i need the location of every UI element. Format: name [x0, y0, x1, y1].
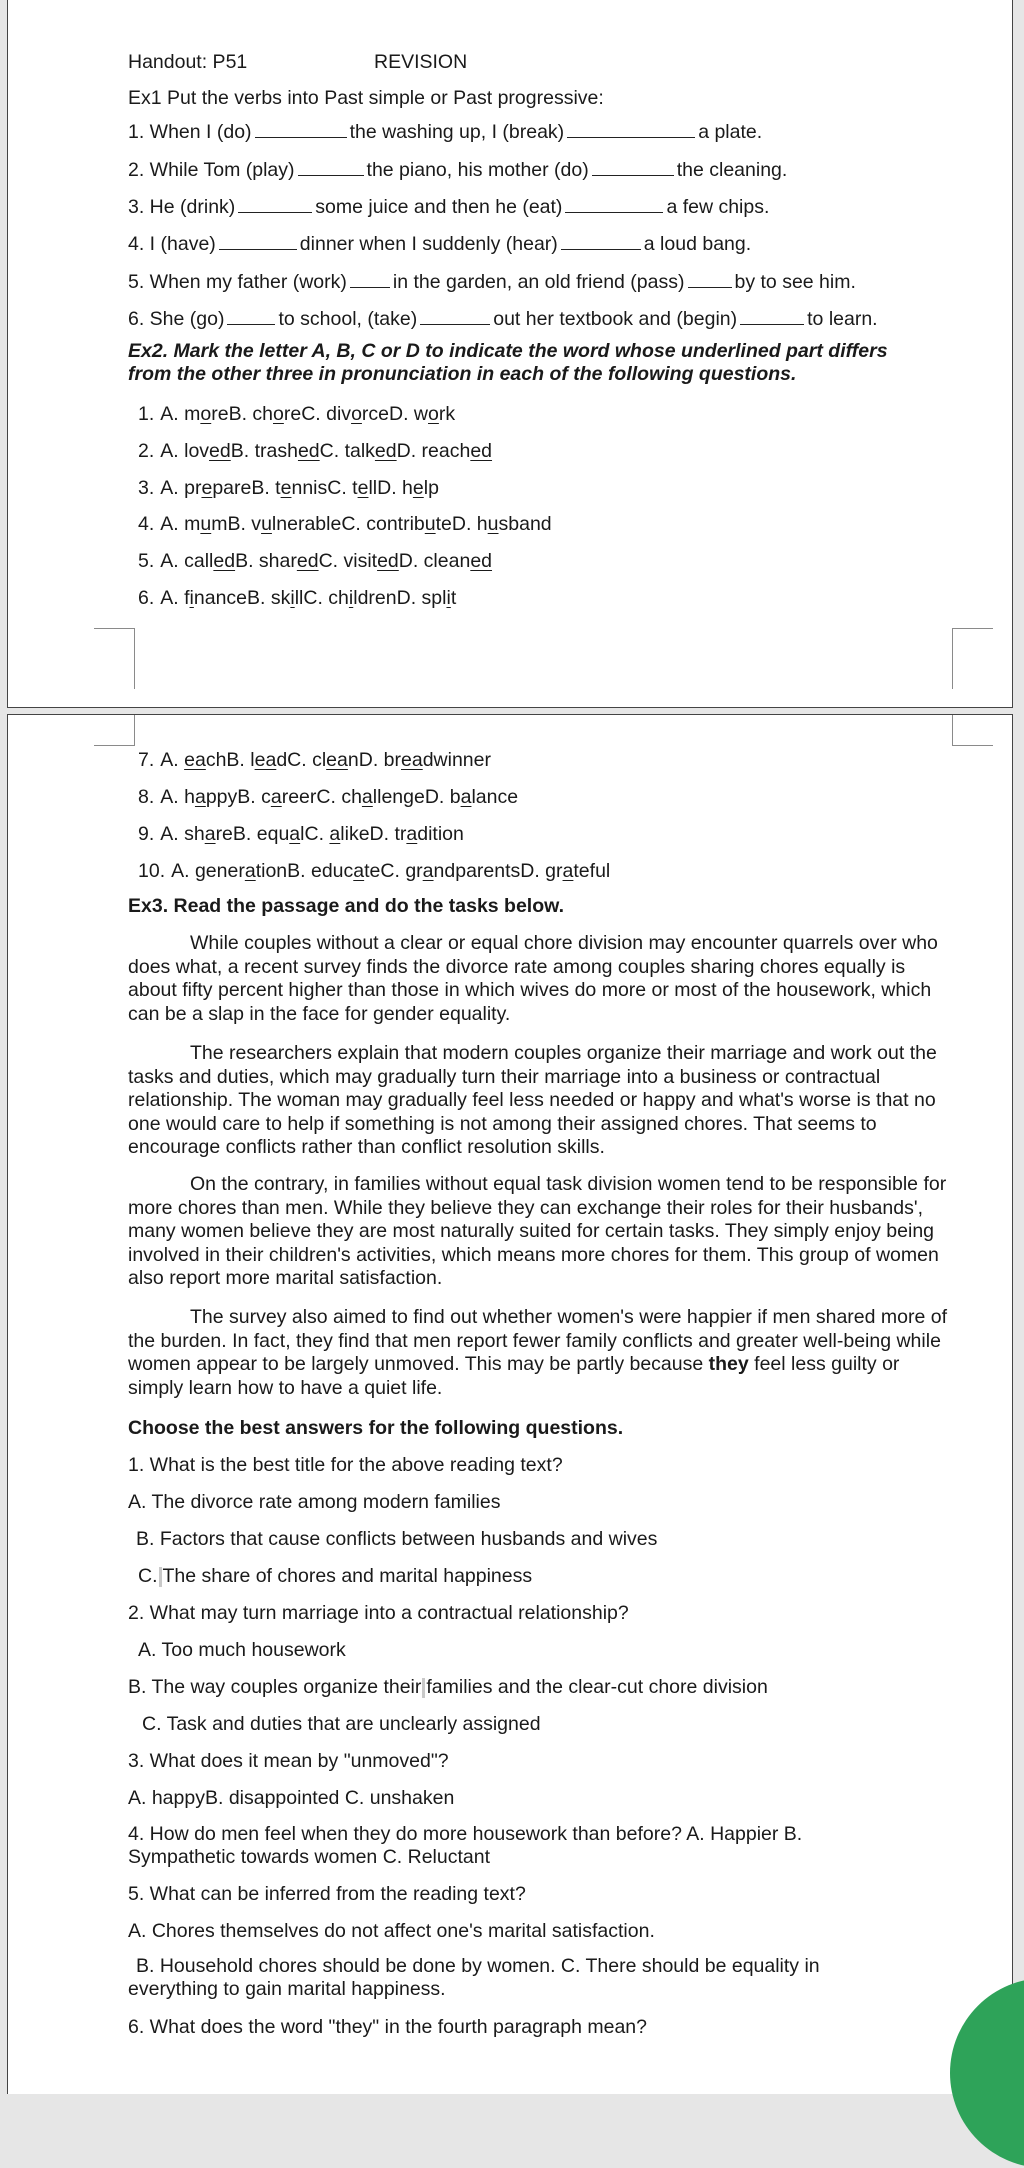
- answer-blank[interactable]: [227, 308, 275, 325]
- underlined-part: u: [424, 513, 436, 535]
- answer-blank[interactable]: [420, 308, 490, 325]
- underlined-part: o: [273, 403, 284, 425]
- underlined-part: ed: [209, 440, 231, 462]
- underlined-part: ea: [184, 749, 206, 771]
- ex2-option-c[interactable]: C. challenge: [316, 786, 425, 808]
- ex2-question-5: 5. A. calledB. sharedC. visitedD. cleaned: [138, 550, 493, 572]
- underlined-part: a: [460, 786, 472, 808]
- ex1-item-5: 5. When my father (work) in the garden, an old friend (pass) by to see him.: [128, 271, 856, 293]
- options-5bc[interactable]: B. Household chores should be done by women. C. There should be equality in everything to gain marital happiness.: [128, 1955, 820, 2000]
- ex2-option-c[interactable]: C. visited: [318, 550, 399, 572]
- ex2-question-10: 10. A. generationB. educateC. grandparentsD. grateful: [138, 860, 611, 882]
- underlined-part: u: [487, 513, 499, 535]
- page-title: REVISION: [374, 51, 468, 73]
- underlined-part: u: [200, 513, 212, 535]
- ex2-option-b[interactable]: B. career: [237, 786, 317, 808]
- question-6: 6. What does the word "they" in the fourth paragraph mean?: [128, 2016, 647, 2038]
- questions-title: Choose the best answers for the following questions.: [128, 1417, 624, 1439]
- underlined-part: a: [361, 786, 373, 808]
- underlined-part: a: [422, 860, 434, 882]
- ex2-option-d[interactable]: D. work: [389, 403, 456, 425]
- underlined-part: a: [194, 786, 206, 808]
- underlined-part: u: [261, 513, 272, 535]
- underlined-part: a: [244, 860, 256, 882]
- ex2-option-b[interactable]: B. vulnerable: [227, 513, 342, 535]
- passage-paragraph-2: The researchers explain that modern couples organize their marriage and work out the tasks and duties, which may gradually turn their marriage into a business or contractual relationship. The woman may gradually feel less needed or happy and what's worse is that no one would care to help if something is not among their assigned chores. That seems to encourage conflicts rather than conflict resolution skills.: [128, 1042, 937, 1158]
- answer-blank[interactable]: [592, 159, 674, 176]
- ex1-item-6: 6. She (go) to school, (take) out her textbook and (begin) to learn.: [128, 308, 878, 330]
- underlined-part: o: [351, 403, 362, 425]
- crop-corner-right-2: [952, 715, 993, 746]
- ex2-title: Ex2. Mark the letter A, B, C or D to indicate the word whose underlined part differs from the other three in pronunciation in each of the following questions.: [128, 340, 888, 385]
- ex2-option-c[interactable]: C. contribute: [341, 513, 452, 535]
- options-3[interactable]: A. happyB. disappointed C. unshaken: [128, 1787, 455, 1809]
- ex2-option-a[interactable]: A. more: [160, 403, 229, 425]
- ex2-option-c[interactable]: C. grandparents: [380, 860, 521, 882]
- underlined-part: ea: [326, 749, 348, 771]
- ex2-question-8: 8. A. happyB. careerC. challengeD. balance: [138, 786, 519, 808]
- ex2-question-3: 3. A. prepareB. tennisC. tellD. help: [138, 477, 439, 499]
- answer-blank[interactable]: [219, 233, 297, 250]
- underlined-part: a: [562, 860, 574, 882]
- ex2-question-2: 2. A. lovedB. trashedC. talkedD. reached: [138, 440, 493, 462]
- ex2-option-c[interactable]: C. talked: [319, 440, 397, 462]
- ex2-option-d[interactable]: D. help: [377, 477, 439, 499]
- ex1-title: Ex1 Put the verbs into Past simple or Past progressive:: [128, 87, 604, 109]
- ex2-question-7: 7. A. eachB. leadC. cleanD. breadwinner: [138, 749, 491, 771]
- crop-corner-right: [952, 628, 993, 689]
- underlined-part: e: [357, 477, 369, 499]
- highlighted-they: they: [708, 1353, 749, 1375]
- answer-blank[interactable]: [350, 271, 390, 288]
- underlined-part: ed: [374, 440, 397, 462]
- underlined-part: ea: [401, 749, 423, 771]
- ex2-option-a[interactable]: A. prepare: [160, 477, 252, 499]
- ex2-option-a[interactable]: A. mum: [160, 513, 228, 535]
- ex2-option-b[interactable]: B. shared: [235, 550, 319, 572]
- answer-blank[interactable]: [238, 196, 312, 213]
- underlined-part: ed: [213, 550, 236, 572]
- ex2-option-a[interactable]: A. each: [160, 749, 227, 771]
- underlined-part: a: [204, 823, 216, 845]
- ex2-option-b[interactable]: B. skill: [247, 587, 304, 609]
- answer-blank[interactable]: [565, 196, 663, 213]
- ex2-option-d[interactable]: D. cleaned: [398, 550, 493, 572]
- underlined-part: a: [353, 860, 365, 882]
- ex1-item-3: 3. He (drink) some juice and then he (eat) a few chips.: [128, 196, 770, 218]
- underlined-part: ea: [254, 749, 277, 771]
- underlined-part: a: [406, 823, 418, 845]
- underlined-part: ed: [377, 550, 399, 572]
- ex2-question-1: 1. A. moreB. choreC. divorceD. work: [138, 403, 456, 425]
- answer-blank[interactable]: [567, 121, 695, 138]
- underlined-part: ed: [470, 440, 493, 462]
- ex2-option-c[interactable]: C. children: [303, 587, 397, 609]
- question-4[interactable]: 4. How do men feel when they do more housework than before? A. Happier B. Sympathetic towards women C. Reluctant: [128, 1823, 803, 1868]
- crop-corner-left-2: [94, 715, 135, 746]
- ex2-option-b[interactable]: B. tennis: [251, 477, 328, 499]
- ex2-option-d[interactable]: D. balance: [424, 786, 519, 808]
- ex2-option-d[interactable]: D. split: [396, 587, 457, 609]
- ex2-option-d[interactable]: D. tradition: [369, 823, 464, 845]
- option-2c[interactable]: C. Task and duties that are unclearly assigned: [142, 1713, 541, 1735]
- ex2-option-c[interactable]: C. tell: [327, 477, 378, 499]
- question-5: 5. What can be inferred from the reading text?: [128, 1883, 526, 1905]
- question-3: 3. What does it mean by "unmoved"?: [128, 1750, 449, 1772]
- ex2-option-d[interactable]: D. grateful: [520, 860, 611, 882]
- ex2-option-c[interactable]: C. alike: [304, 823, 370, 845]
- ex2-option-b[interactable]: B. chore: [228, 403, 302, 425]
- passage-paragraph-1: While couples without a clear or equal chore division may encounter quarrels over who does what, a recent survey finds the divorce rate among couples sharing chores equally is about fifty percent higher than those in which wives do more or most of the housework, which can be a slap in the face for gender equality.: [128, 932, 938, 1025]
- ex3-title: Ex3. Read the passage and do the tasks below.: [128, 895, 564, 917]
- underlined-part: i: [446, 587, 451, 609]
- ex2-option-a[interactable]: A. generation: [171, 860, 288, 882]
- answer-blank[interactable]: [255, 121, 347, 138]
- answer-blank[interactable]: [298, 159, 364, 176]
- answer-blank[interactable]: [561, 233, 641, 250]
- ex2-option-d[interactable]: D. breadwinner: [358, 749, 491, 771]
- underlined-part: ed: [296, 550, 319, 572]
- ex2-option-d[interactable]: D. reached: [396, 440, 493, 462]
- text-cursor-mark: [422, 1678, 425, 1698]
- ex2-question-9: 9. A. shareB. equalC. alikeD. tradition: [138, 823, 464, 845]
- crop-corner-left: [94, 628, 135, 689]
- handout-header: [128, 50, 928, 74]
- option-1b[interactable]: B. Factors that cause conflicts between husbands and wives: [136, 1528, 658, 1550]
- ex2-option-a[interactable]: A. finance: [160, 587, 248, 609]
- ex2-question-4: 4. A. mumB. vulnerableC. contributeD. husband: [138, 513, 552, 535]
- ex2-option-c[interactable]: C. clean: [287, 749, 359, 771]
- underlined-part: e: [201, 477, 213, 499]
- underlined-part: ed: [470, 550, 493, 572]
- passage-paragraph-3: On the contrary, in families without equal task division women tend to be responsible for more chores than men. While they believe they can exchange their roles for their husbands', many women believe they are most naturally suited for certain tasks. They simply enjoy being involved in their children's activities, which means more chores for them. This group of women also report more marital satisfaction.: [128, 1173, 947, 1289]
- underlined-part: i: [290, 587, 295, 609]
- underlined-part: i: [348, 587, 354, 609]
- ex2-option-b[interactable]: B. lead: [226, 749, 288, 771]
- answer-blank[interactable]: [740, 308, 804, 325]
- passage-paragraph-4: The survey also aimed to find out whether women's were happier if men shared more of the burden. In fact, they find that men report fewer family conflicts and greater well-being while women appear to be largely unmoved. This may be partly because they feel less guilty or simply learn how to have a quiet life.: [128, 1306, 948, 1399]
- ex2-option-a[interactable]: A. share: [160, 823, 233, 845]
- underlined-part: o: [428, 403, 439, 425]
- ex1-item-1: 1. When I (do) the washing up, I (break) a plate.: [128, 121, 763, 143]
- underlined-part: i: [189, 587, 194, 609]
- ex2-option-b[interactable]: B. trashed: [230, 440, 320, 462]
- underlined-part: a: [289, 823, 301, 845]
- ex2-option-a[interactable]: A. happy: [160, 786, 238, 808]
- underlined-part: e: [412, 477, 424, 499]
- question-1: 1. What is the best title for the above reading text?: [128, 1454, 563, 1476]
- underlined-part: ed: [297, 440, 320, 462]
- question-2: 2. What may turn marriage into a contractual relationship?: [128, 1602, 629, 1624]
- ex2-option-b[interactable]: B. equal: [232, 823, 305, 845]
- answer-blank[interactable]: [688, 271, 732, 288]
- underlined-part: e: [280, 477, 292, 499]
- underlined-part: a: [329, 823, 341, 845]
- underlined-part: a: [270, 786, 282, 808]
- ex2-option-a[interactable]: A. called: [160, 550, 236, 572]
- ex1-item-2: 2. While Tom (play) the piano, his mother (do) the cleaning.: [128, 159, 788, 181]
- ex2-question-6: 6. A. financeB. skillC. childrenD. split: [138, 587, 457, 609]
- option-2b[interactable]: B. The way couples organize their families and the clear-cut chore division: [128, 1676, 768, 1698]
- underlined-part: o: [200, 403, 212, 425]
- ex2-option-d[interactable]: D. husband: [451, 513, 552, 535]
- option-5a[interactable]: A. Chores themselves do not affect one's marital satisfaction.: [128, 1920, 655, 1942]
- ex2-option-a[interactable]: A. loved: [160, 440, 231, 462]
- handout-label: Handout: P51: [128, 51, 248, 73]
- ex2-option-b[interactable]: B. educate: [287, 860, 381, 882]
- ex2-option-c[interactable]: C. divorce: [301, 403, 390, 425]
- option-1c[interactable]: C. The share of chores and marital happiness: [138, 1565, 533, 1587]
- text-cursor-mark: [159, 1567, 162, 1587]
- option-1a[interactable]: A. The divorce rate among modern families: [128, 1491, 501, 1513]
- option-2a[interactable]: A. Too much housework: [138, 1639, 346, 1661]
- ex1-item-4: 4. I (have) dinner when I suddenly (hear) a loud bang.: [128, 233, 752, 255]
